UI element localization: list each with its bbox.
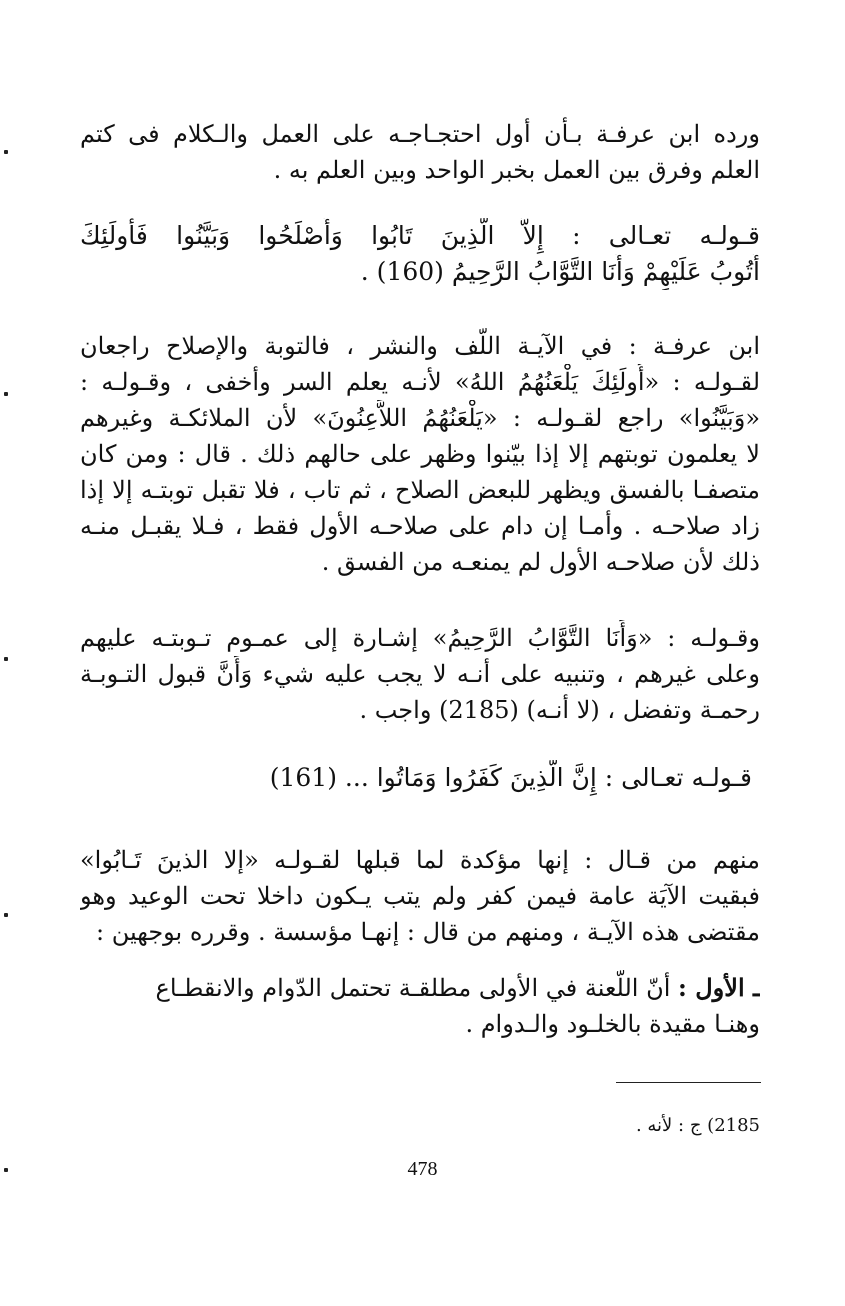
verse-160 [80, 218, 760, 290]
footnote: 2185) ج : لأنه . [635, 1115, 760, 1136]
verse-161 [80, 760, 760, 796]
paragraph-commentary [80, 328, 760, 580]
margin-speck [4, 657, 8, 661]
text-line: ذلك لأن صلاحـه الأول لم يمنعـه من الفسق . [321, 548, 760, 576]
first-aspect-text: أنّ اللّعنة في الأولى مطلقـة تحتمل الدّوام والانقطـاع [155, 974, 679, 1002]
text-line: فبقيت الآيَة عامة فيمن كفر ولم يتب يـكون داخلا تحت الوعيد وهو [80, 882, 760, 910]
text-line: لقـولـه : «أُولَئِكَ يَلْعَنُهُمُ اللهُ» لأنـه يعلم السر وأخفى ، وقـولـه : [80, 368, 760, 396]
first-aspect-heading: ـ الأول : [678, 973, 760, 1002]
text-line: وعلى غيرهم ، وتنبيه على أنـه لا يجب عليه شيء وَأَنَّ قبول التـوبـة [80, 660, 760, 688]
margin-speck [4, 150, 8, 154]
paragraph-first-aspect [80, 970, 760, 1042]
verse-line: قـولـه تعـالى : إِلاَّ الَّذِينَ تَابُوا وَأَصْلَحُوا وَبَيَّنُوا فَأُولَئِكَ [80, 221, 760, 250]
verse-line: أَتُوبُ عَلَيْهِمْ وَأَنَا التَّوَّابُ الرَّحِيمُ (160) . [360, 257, 760, 286]
text-line: وقـولـه : «وَأَنَا التَّوَّابُ الرَّحِيمُ» إشـارة إلى عمـوم تـوبتـه عليهم [80, 624, 760, 652]
text-line: مقتضى هذه الآيـة ، ومنهم من قال : إنهـا مؤسسة . وقرره بوجهين : [96, 918, 760, 946]
paragraph-opinions [80, 842, 760, 950]
text-line: متصفـا بالفسق ويظهر للبعض الصلاح ، ثم تاب ، فلا تقبل توبتـه إلا إذا [80, 476, 760, 504]
verse-line: قـولـه تعـالى : إِنَّ الَّذِينَ كَفَرُوا وَمَاتُوا ... (161) [269, 763, 752, 792]
page-number: 478 [407, 1158, 438, 1180]
text-line [80, 970, 760, 1006]
text-line: منهم من قـال : إنها مؤكدة لما قبلها لقـولـه «إلا الذينَ تَـابُوا» [80, 846, 760, 874]
text-line: زاد صلاحـه . وأمـا إن دام على صلاحـه الأول فقط ، فـلا يقبـل منـه [80, 512, 760, 540]
text-line: رحمـة وتفضل ، (لا أنـه) (2185) واجب . [359, 696, 760, 724]
text-line: ورده ابن عرفـة بـأن أول احتجـاجـه على العمل والـكلام فى كتم [80, 120, 760, 148]
text-line: لا يعلمون توبتهم إلا إذا بيّنوا وظهر على حالهم ذلك . قال : ومن كان [80, 440, 760, 468]
paragraph-1 [80, 116, 760, 188]
text-line: ابن عرفـة : في الآيـة اللّف والنشر ، فالتوبة والإصلاح راجعان [80, 332, 760, 360]
margin-speck [4, 392, 8, 396]
paragraph-tawwab [80, 620, 760, 728]
margin-speck [4, 913, 8, 917]
footnote-separator [616, 1082, 761, 1083]
text-line: وهنـا مقيدة بالخلـود والـدوام . [465, 1010, 760, 1038]
text-line: العلم وفرق بين العمل بخبر الواحد وبين العلم به . [273, 156, 760, 184]
text-line: «وَبَيَّنُوا» راجع لقـولـه : «يَلْعَنُهُمُ اللاَّعِنُونَ» لأن الملائكـة وغيرهم [80, 404, 760, 432]
